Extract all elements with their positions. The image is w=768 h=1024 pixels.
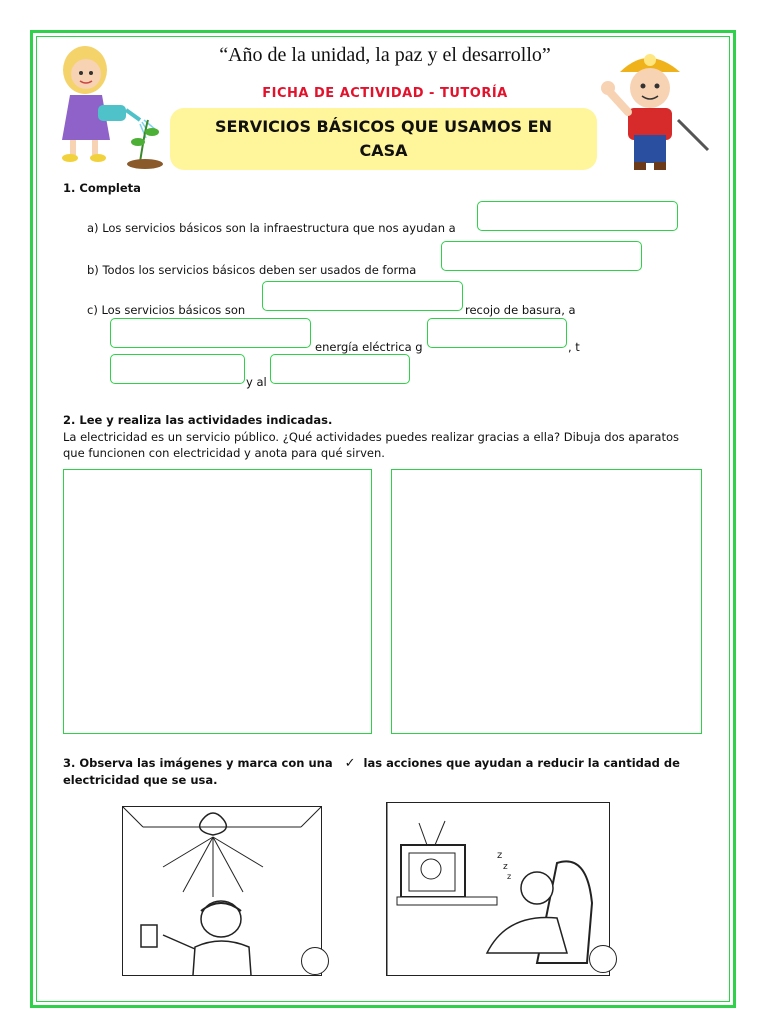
q1-heading: 1. Completa [63, 181, 141, 195]
motto: “Año de la unidad, la paz y el desarrollo” [219, 44, 551, 66]
q1-c-blank-3[interactable] [427, 318, 567, 348]
mark-circle-1[interactable] [301, 947, 329, 975]
q1-b-text: b) Todos los servicios básicos deben ser usados de forma [87, 263, 417, 277]
q1-c-blank-2[interactable] [110, 318, 311, 348]
q1-c-text: c) Los servicios básicos son [87, 303, 246, 317]
svg-text:z: z [503, 862, 508, 872]
q1-c-energy: energía eléctrica g [315, 340, 423, 354]
tv-sleeping-illustration [387, 803, 609, 975]
svg-text:z: z [507, 872, 512, 881]
q1-a-text: a) Los servicios básicos son la infraestructura que nos ayudan a [87, 221, 456, 235]
title-line-2: CASA [359, 141, 408, 160]
picture-tv-sleeping [386, 802, 610, 976]
picture-light-switch [122, 806, 322, 976]
q3-line2: electricidad que se usa. [63, 773, 218, 787]
q2-heading: 2. Lee y realiza las actividades indicadas. [63, 413, 333, 427]
q1-b-blank[interactable] [441, 241, 642, 271]
q3-line1-start: 3. Observa las imágenes y marca con una [63, 756, 333, 770]
q1-a-blank[interactable] [477, 201, 678, 231]
svg-text:z: z [497, 850, 503, 861]
drawing-box-2[interactable] [391, 469, 702, 734]
girl-watering-illustration [40, 40, 165, 170]
q1-c-blank-5[interactable] [270, 354, 410, 384]
q3-line1-end: las acciones que ayudan a reducir la cantidad de [363, 756, 680, 770]
title-banner [170, 108, 597, 170]
q3-instruction [63, 756, 703, 771]
drawing-box-1[interactable] [63, 469, 372, 734]
q1-c-text-mid: recojo de basura, a [465, 303, 576, 317]
mark-circle-2[interactable] [589, 945, 617, 973]
q1-c-blank-1[interactable] [262, 281, 463, 311]
q2-text-1: La electricidad es un servicio público. ¿Qué actividades puedes realizar gracias a ella? Dibuja dos aparatos [63, 430, 679, 444]
q1-c-t: , t [568, 340, 580, 354]
title-line-1: SERVICIOS BÁSICOS QUE USAMOS EN [215, 117, 552, 136]
q1-c-yal: y al [246, 375, 267, 389]
checkmark-icon: ✓ [344, 756, 356, 771]
q2-text-2: que funcionen con electricidad y anota para qué sirven. [63, 446, 385, 460]
worksheet-subtitle: FICHA DE ACTIVIDAD - TUTORÍA [262, 86, 508, 101]
light-switch-illustration [123, 807, 321, 975]
q1-c-blank-4[interactable] [110, 354, 245, 384]
